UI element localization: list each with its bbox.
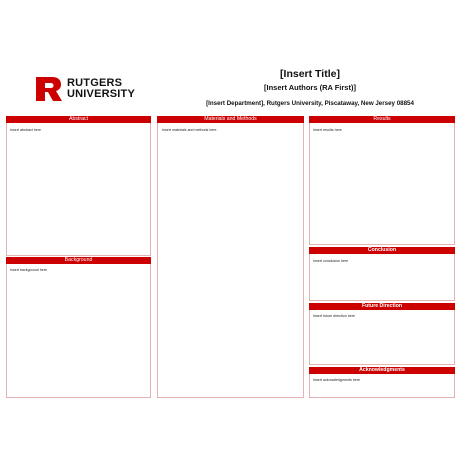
logo-wordmark <box>67 78 135 100</box>
abstract-panel <box>6 116 151 256</box>
logo-line-1: RUTGERS <box>67 77 123 89</box>
poster-authors: [Insert Authors (RA First)] <box>264 83 356 92</box>
background-body: Insert background here <box>10 268 47 272</box>
poster-department: [Insert Department], Rutgers University, Piscataway, New Jersey 08854 <box>206 100 414 107</box>
conclusion-heading: Conclusion <box>309 247 455 254</box>
methods-panel <box>157 116 304 398</box>
future-heading: Future Direction <box>309 303 455 310</box>
future-panel <box>309 303 455 365</box>
methods-heading: Materials and Methods <box>157 116 304 123</box>
logo-line-2: UNIVERSITY <box>67 88 136 100</box>
conclusion-body: Insert conclusion here <box>313 259 349 263</box>
methods-body: Insert materials and methods here <box>162 128 217 132</box>
acknowledgments-heading: Acknowledgments <box>309 367 455 374</box>
poster-title: [Insert Title] <box>280 68 340 80</box>
background-panel <box>6 257 151 398</box>
rutgers-r-icon <box>35 76 63 102</box>
results-heading: Results <box>309 116 455 123</box>
abstract-body: Insert abstract here <box>10 128 41 132</box>
background-heading: Background <box>6 257 151 264</box>
rutgers-logo <box>35 76 135 102</box>
results-panel <box>309 116 455 245</box>
future-body: Insert future direction here <box>313 314 355 318</box>
conclusion-panel <box>309 247 455 301</box>
acknowledgments-body: Insert acknowledgments here <box>313 378 360 382</box>
results-body: Insert results here <box>313 128 342 132</box>
abstract-heading: Abstract <box>6 116 151 123</box>
